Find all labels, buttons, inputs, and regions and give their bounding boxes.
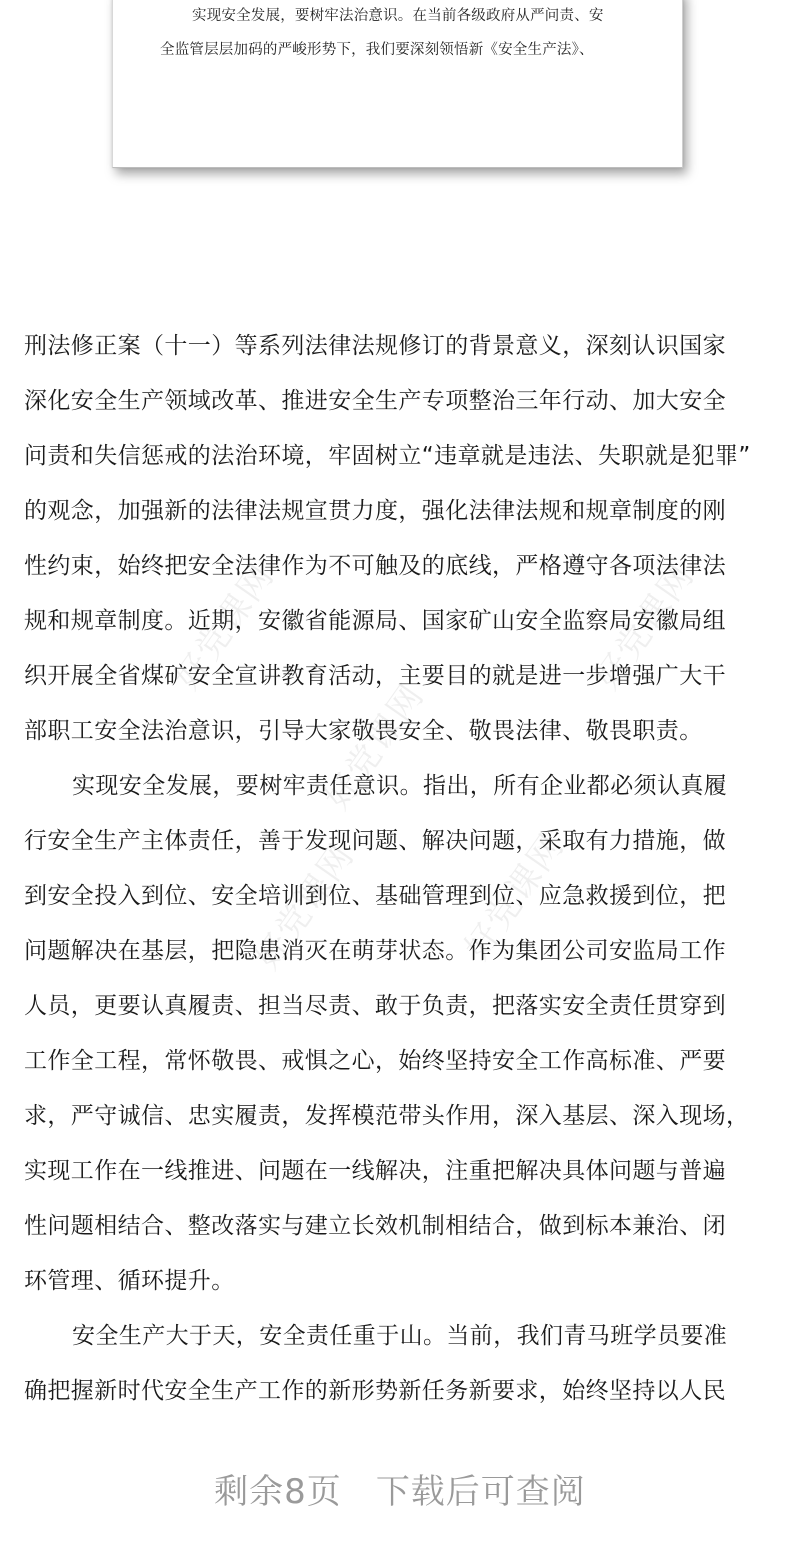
paragraph-line: 深化安全生产领域改革、推进安全生产专项整治三年行动、加大安全 <box>24 388 726 414</box>
paragraph-line: 确把握新时代安全生产工作的新形势新任务新要求，始终坚持以人民 <box>24 1378 726 1404</box>
paragraph-line: 行安全生产主体责任，善于发现问题、解决问题，采取有力措施，做 <box>24 828 726 854</box>
paragraph-line: 问题解决在基层，把隐患消灭在萌芽状态。作为集团公司安监局工作 <box>24 938 726 964</box>
paragraph-line: 工作全工程，常怀敬畏、戒惧之心，始终坚持安全工作高标准、严要 <box>24 1048 726 1074</box>
paragraph-line: 实现工作在一线推进、问题在一线解决，注重把解决具体问题与普遍 <box>24 1158 726 1184</box>
watermark: 好党课网 <box>587 556 703 697</box>
paragraph-line: 人员，更要认真履责、担当尽责、敢于负责，把落实安全责任贯穿到 <box>24 993 726 1019</box>
pages-left-label: 剩余8页 <box>214 1472 342 1512</box>
download-to-view-label: 下载后可查阅 <box>375 1472 586 1512</box>
paragraph-line: 求，严守诚信、忠实履责，发挥模范带头作用，深入基层、深入现场， <box>24 1103 750 1129</box>
previous-page-preview <box>112 0 683 168</box>
preview-line-2: 全监管层层加码的严峻形势下，我们要深刻领悟新《安全生产法》、 <box>160 42 594 58</box>
watermark: 好党课网 <box>457 826 573 967</box>
paragraph-line: 环管理、循环提升。 <box>24 1268 235 1294</box>
paragraph-line: 规和规章制度。近期，安徽省能源局、国家矿山安全监察局安徽局组 <box>24 608 726 634</box>
preview-line-1: 实现安全发展，要树牢法治意识。在当前各级政府从严问责、安 <box>192 8 604 24</box>
watermark: 好党课网 <box>317 676 433 817</box>
paragraph-line: 的观念，加强新的法律法规宣贯力度，强化法律法规和规章制度的刚 <box>24 498 726 524</box>
paragraph-line: 问责和失信惩戒的法治环境，牢固树立“违章就是违法、失职就是犯罪” <box>24 443 751 469</box>
remaining-pages-prompt[interactable] <box>0 1464 800 1513</box>
paragraph-line: 实现安全发展，要树牢责任意识。指出，所有企业都必须认真履 <box>72 773 728 799</box>
watermark: 好党课网 <box>247 836 363 977</box>
paragraph-line: 性约束，始终把安全法律作为不可触及的底线，严格遵守各项法律法 <box>24 553 726 579</box>
paragraph-line: 织开展全省煤矿安全宣讲教育活动，主要目的就是进一步增强广大干 <box>24 663 726 689</box>
paragraph-line: 到安全投入到位、安全培训到位、基础管理到位、应急救援到位，把 <box>24 883 726 909</box>
paragraph-line: 性问题相结合、整改落实与建立长效机制相结合，做到标本兼治、闭 <box>24 1213 726 1239</box>
watermark: 好党课网 <box>167 556 283 697</box>
paragraph-line: 刑法修正案（十一）等系列法律法规修订的背景意义，深刻认识国家 <box>24 333 726 359</box>
paragraph-line: 安全生产大于天，安全责任重于山。当前，我们青马班学员要准 <box>72 1323 728 1349</box>
paragraph-line: 部职工安全法治意识，引导大家敬畏安全、敬畏法律、敬畏职责。 <box>24 718 703 744</box>
